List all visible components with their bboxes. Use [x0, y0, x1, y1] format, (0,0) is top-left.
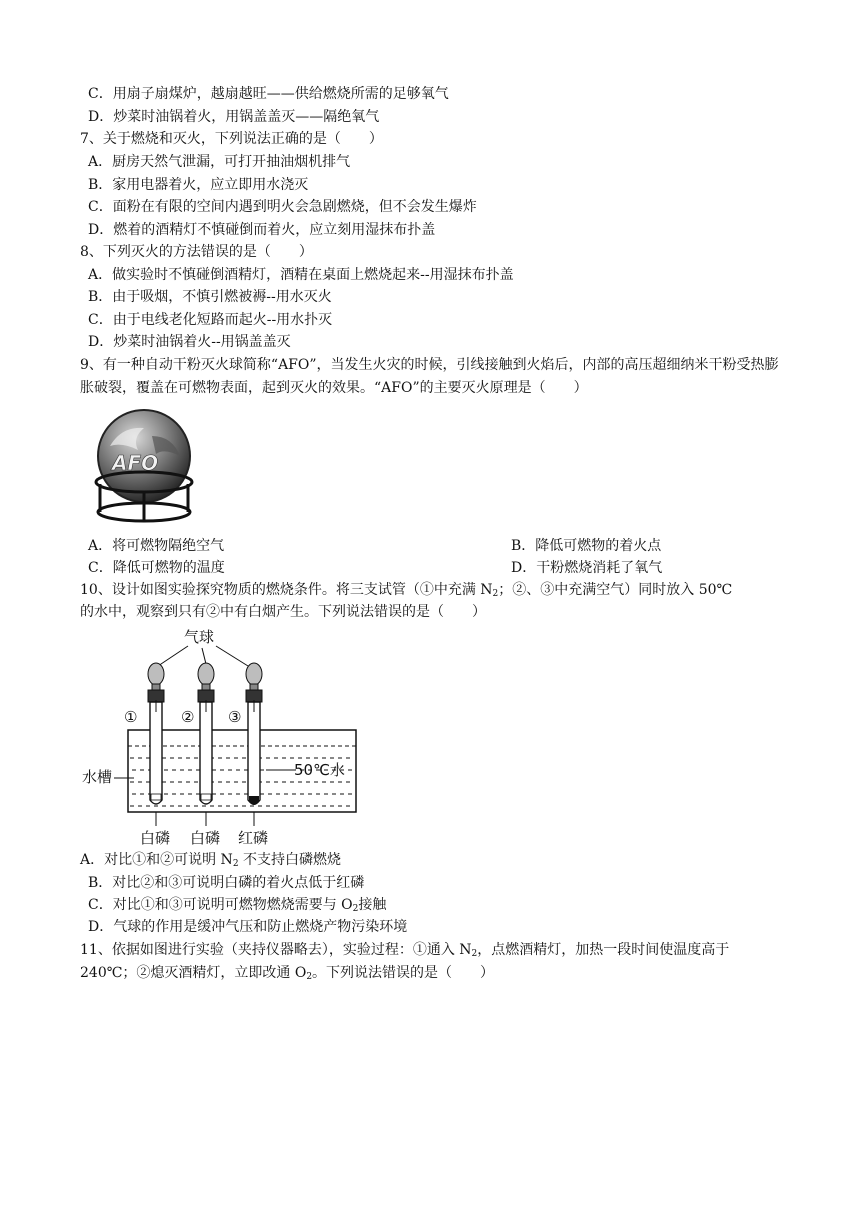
q9-stem: 9、有一种自动干粉灭火球简称“AFO”，当发生火灾的时候，引线接触到火焰后，内部的高压超细纳米干粉受热膨胀破裂，覆盖在可燃物表面，起到灭火的效果。“AFO”的主要灭火原理是（ ）: [80, 357, 779, 396]
q8-option-b: B．由于吸烟，不慎引燃被褥--用水灭火: [88, 289, 332, 305]
q9-option-d: D．干粉燃烧消耗了氧气: [511, 560, 663, 576]
q6-option-d: D．炒菜时油锅着火，用锅盖盖灭——隔绝氧气: [88, 109, 380, 125]
q8-option-d: D．炒菜时油锅着火--用锅盖盖灭: [88, 334, 291, 350]
q10-option-b: B．对比②和③可说明白磷的着火点低于红磷: [88, 875, 365, 891]
q10-option-a: A．对比①和②可说明 $N_2$ 不支持白磷燃烧: [80, 852, 341, 869]
q10-option-c: C．对比①和③可说明可燃物燃烧需要与 $O_2$接触: [88, 897, 387, 914]
sample-2-label: 白磷: [190, 829, 221, 847]
test-tube-3: [246, 663, 262, 805]
test-tube-experiment-figure: [80, 624, 360, 848]
q7-option-b: B．家用电器着火，应立即用水浇灭: [88, 177, 309, 193]
tube-3-number: ③: [228, 708, 242, 726]
q9-option-b: B．降低可燃物的着火点: [511, 538, 662, 554]
afo-fire-ball-figure: [92, 406, 196, 524]
q6-option-c: C．用扇子扇煤炉，越扇越旺——供给燃烧所需的足够氧气: [88, 86, 449, 102]
tube-2-number: ②: [181, 708, 195, 726]
balloon-label: 气球: [184, 628, 215, 646]
q11-stem-line2: 240℃；②熄灭酒精灯，立即改通 $O_2$。下列说法错误的是（ ）: [80, 965, 495, 982]
sample-1-label: 白磷: [140, 829, 171, 847]
q7-option-c: C．面粉在有限的空间内遇到明火会急剧燃烧，但不会发生爆炸: [88, 199, 477, 215]
q10-option-d: D．气球的作用是缓冲气压和防止燃烧产物污染环境: [88, 919, 408, 935]
tube-1-number: ①: [124, 708, 138, 726]
water-tank-label: 水槽: [82, 768, 113, 786]
test-tube-2: [198, 663, 214, 804]
q8-option-a: A．做实验时不慎碰倒酒精灯，酒精在桌面上燃烧起来--用湿抹布扑盖: [88, 267, 514, 283]
water-temperature-label: 50℃水: [294, 761, 345, 779]
sample-3-label: 红磷: [238, 829, 269, 847]
q10-stem-line2: 的水中，观察到只有②中有白烟产生。下列说法错误的是（ ）: [80, 604, 486, 620]
q7-option-d: D．燃着的酒精灯不慎碰倒而着火，应立刻用湿抹布扑盖: [88, 222, 436, 238]
afo-logo-text: AFO: [112, 451, 159, 475]
q7-option-a: A．厨房天然气泄漏，可打开抽油烟机排气: [88, 154, 351, 170]
q9-option-c: C．降低可燃物的温度: [88, 560, 225, 576]
q9-option-a: A．将可燃物隔绝空气: [88, 538, 225, 554]
q7-stem: 7、关于燃烧和灭火，下列说法正确的是（ ）: [80, 131, 383, 147]
test-tube-1: [148, 663, 164, 804]
q8-option-c: C．由于电线老化短路而起火--用水扑灭: [88, 312, 333, 328]
q11-stem-line1: 11、依据如图进行实验（夹持仪器略去），实验过程：①通入 $N_2$，点燃酒精灯，加热一段时间使温度高于: [80, 942, 730, 959]
q10-stem-line1: 10、设计如图实验探究物质的燃烧条件。将三支试管（①中充满 $N_2$；②、③中充满空气）同时放入 50℃: [80, 582, 733, 599]
q8-stem: 8、下列灭火的方法错误的是（ ）: [80, 244, 313, 260]
